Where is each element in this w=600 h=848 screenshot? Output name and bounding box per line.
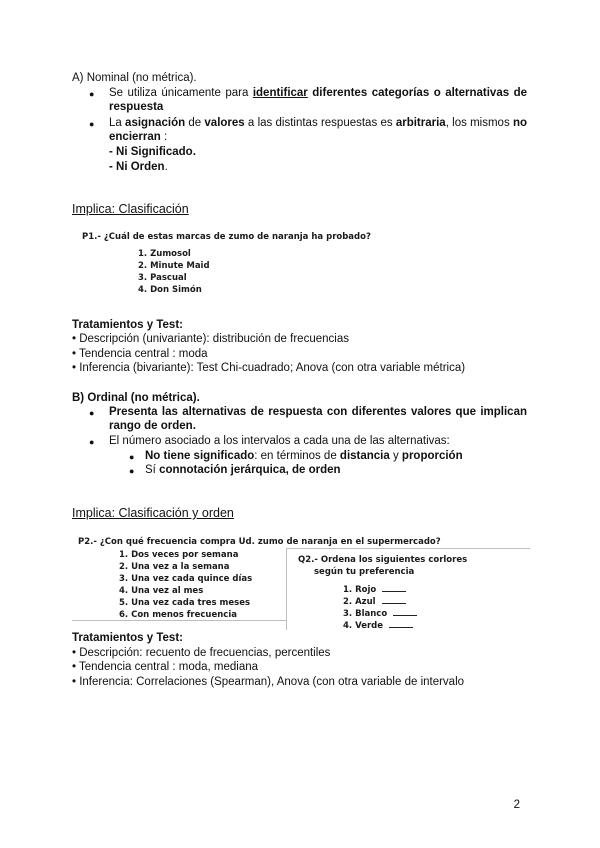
question-3-option: [343, 620, 413, 631]
text-span: : en términos de: [254, 450, 340, 462]
text-span-bold: proporción: [401, 450, 463, 462]
question-2-option: 4. Una vez al mes: [119, 586, 204, 596]
tests-1-item: • Inferencia (bivariante): Test Chi-cuadrado; Anova (con otra variable métrica): [72, 362, 466, 374]
bullet-dot: ●: [89, 408, 95, 418]
text-span-bold: - Ni Orden: [109, 161, 165, 173]
question-2-option: 3. Una vez cada quince días: [119, 574, 253, 584]
question-2-option: 2. Una vez a la semana: [119, 562, 230, 572]
text-span-bold: Presenta las alternativas de respuesta con diferentes valores que implican: [109, 406, 527, 418]
question-1-title: P1.- ¿Cuál de estas marcas de zumo de naranja ha probado?: [82, 232, 371, 242]
question-3-title: Q2.- Ordena los siguientes corlores: [298, 555, 468, 565]
nominal-bullet-2-line-1: [109, 117, 527, 129]
ordinal-bullet-1-line-1: [109, 406, 527, 418]
text-span-bold: valores: [204, 117, 245, 129]
text-span-bold: diferentes categorías o alternativas de: [307, 87, 528, 99]
text-span: Sí: [145, 464, 160, 476]
question-1-image: [72, 226, 371, 300]
text-span: y: [389, 450, 402, 462]
question-3-option: [343, 596, 406, 607]
bullet-dot: ●: [129, 452, 135, 462]
tests-2-item: • Descripción: recuento de frecuencias, percentiles: [72, 647, 331, 659]
text-span: 3. Blanco: [343, 609, 388, 619]
text-span-bold: Tratamientos y Test:: [72, 319, 183, 331]
question-2-option: 5. Una vez cada tres meses: [119, 598, 251, 608]
implica-clasificacion-orden-heading: Implica: Clasificación y orden: [72, 506, 234, 520]
text-span-bold: - Ni Significado.: [109, 146, 196, 158]
text-span-bold: encierran: [109, 131, 161, 143]
text-span: Se utiliza únicamente para: [109, 87, 253, 99]
divider-line: [286, 548, 287, 630]
text-span: , los mismos: [445, 117, 513, 129]
bullet-dot: ●: [89, 89, 95, 99]
identificar-emphasis: identificar: [252, 87, 308, 99]
text-span-bold: asignación: [125, 117, 186, 129]
ordinal-sub-2: [145, 464, 341, 476]
text-span: a las distintas respuestas es: [244, 117, 396, 129]
ordinal-title: [72, 392, 200, 404]
question-3-option: [343, 584, 406, 595]
question-3-title-line-2: según tu preferencia: [314, 567, 415, 577]
implica-clasificacion-heading: Implica: Clasificación: [72, 202, 189, 216]
nominal-sub-1: [109, 146, 196, 158]
text-span-bold: arbitraria: [395, 117, 446, 129]
tests-1-item: • Descripción (univariante): distribución de frecuencias: [72, 333, 349, 345]
question-1-option: 4. Don Simón: [138, 285, 202, 295]
text-span: de: [185, 117, 205, 129]
text-span-bold: connotación jerárquica, de orden: [159, 464, 341, 476]
ordinal-bullet-2: El número asociado a los intervalos a cada una de las alternativas:: [109, 435, 450, 447]
question-2-option: 6. Con menos frecuencia: [119, 610, 237, 620]
text-span: 1. Rojo: [343, 585, 377, 595]
bullet-dot: ●: [129, 466, 135, 476]
nominal-bullet-1-line-2: [109, 101, 163, 113]
text-span-bold: no: [512, 117, 528, 129]
question-1-option: 2. Minute Maid: [138, 261, 210, 271]
question-1-option: 3. Pascual: [138, 273, 187, 283]
text-span: La: [109, 117, 126, 129]
question-3-option: [343, 608, 417, 619]
text-span: :: [160, 131, 168, 143]
text-span: 2. Azul: [343, 597, 376, 607]
nominal-title: A) Nominal (no métrica).: [72, 72, 197, 84]
bullet-dot: ●: [89, 437, 95, 447]
bullet-dot: ●: [89, 119, 95, 129]
text-span: 4. Verde: [343, 621, 384, 631]
tests-1-item: • Tendencia central : moda: [72, 348, 208, 360]
text-span-bold: Tratamientos y Test:: [72, 632, 183, 644]
text-span-bold: B) Ordinal (no métrica).: [72, 392, 200, 404]
text-span-bold: rango de orden.: [109, 420, 196, 432]
answer-blank: [382, 596, 406, 604]
ordinal-bullet-1-line-2: [109, 420, 196, 432]
question-2-image: [72, 534, 530, 634]
nominal-bullet-1-line-1: [109, 87, 527, 99]
answer-blank: [393, 608, 417, 616]
ordinal-sub-1: [145, 450, 463, 462]
nominal-bullet-2-line-2: [109, 131, 167, 143]
tests-1-title: [72, 319, 183, 331]
divider-line: [72, 620, 287, 621]
text-span-bold: No tiene significado: [145, 450, 255, 462]
divider-line: [286, 548, 530, 549]
nominal-sub-2: [109, 161, 168, 173]
tests-2-title: [72, 632, 183, 644]
text-span: .: [164, 161, 168, 173]
page-number: 2: [513, 799, 520, 811]
text-span-bold: respuesta: [109, 101, 164, 113]
answer-blank: [382, 584, 406, 592]
question-2-title: P2.- ¿Con qué frecuencia compra Ud. zumo de naranja en el supermercado?: [78, 537, 441, 547]
text-span-bold: distancia: [339, 450, 390, 462]
answer-blank: [389, 620, 413, 628]
tests-2-item: • Inferencia: Correlaciones (Spearman), Anova (con otra variable de intervalo: [72, 676, 465, 688]
tests-2-item: • Tendencia central : moda, mediana: [72, 661, 259, 673]
question-1-option: 1. Zumosol: [138, 249, 191, 259]
question-2-option: 1. Dos veces por semana: [119, 550, 239, 560]
